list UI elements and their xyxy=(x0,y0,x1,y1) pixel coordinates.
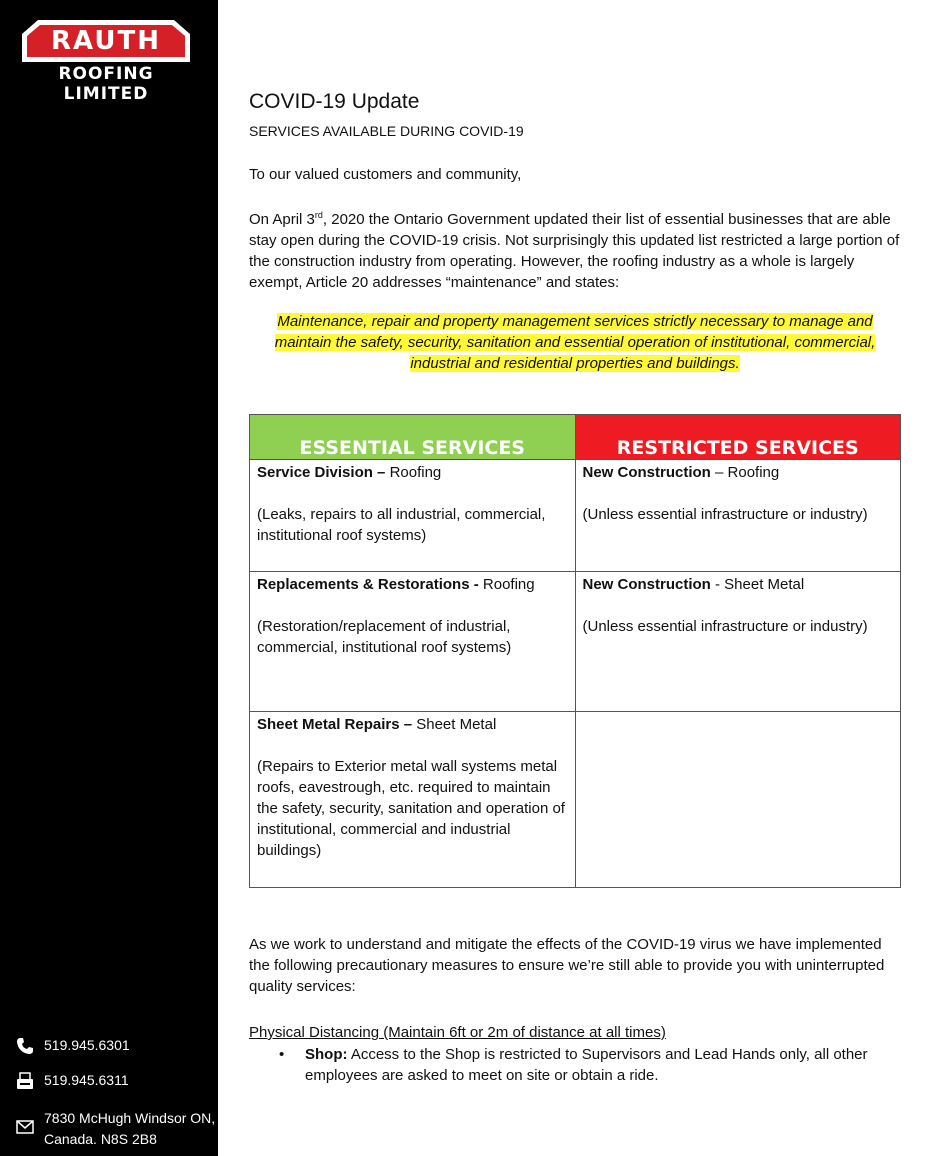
address-line-2: Canada. N8S 2B8 xyxy=(44,1131,157,1147)
service-description: (Unless essential infrastructure or industry) xyxy=(582,506,868,523)
address xyxy=(44,1108,215,1150)
service-name: Service Division – xyxy=(257,464,386,481)
bullet-label: Shop: xyxy=(305,1046,348,1063)
physical-distancing-section xyxy=(249,1022,901,1086)
bullet-icon: • xyxy=(279,1046,285,1063)
page-title: COVID-19 Update xyxy=(249,90,420,113)
essential-cell xyxy=(250,460,576,572)
service-name: New Construction xyxy=(582,576,711,593)
service-category: Roofing xyxy=(385,464,442,481)
service-description: (Restoration/replacement of industrial, commercial, institutional roof systems) xyxy=(257,618,512,656)
service-category: Sheet Metal xyxy=(412,716,497,733)
essential-cell xyxy=(250,572,576,712)
phone-number[interactable]: 519.945.6301 xyxy=(44,1037,130,1053)
service-category: Roofing xyxy=(478,576,535,593)
service-description: (Leaks, repairs to all industrial, commercial, institutional roof systems) xyxy=(257,506,546,544)
table-row xyxy=(250,712,901,888)
restricted-cell-empty xyxy=(575,712,901,888)
bullet-text: Access to the Shop is restricted to Supervisors and Lead Hands only, all other employees are asked to meet on site or obtain a ride. xyxy=(305,1046,868,1084)
service-category: - Sheet Metal xyxy=(710,576,805,593)
mail-icon xyxy=(16,1118,34,1136)
greeting: To our valued customers and community, xyxy=(249,166,522,183)
sidebar xyxy=(0,0,218,1156)
article-quote xyxy=(249,311,901,374)
logo-wordmark: RAUTH xyxy=(51,26,161,56)
list-item xyxy=(249,1044,901,1086)
page-subtitle: SERVICES AVAILABLE DURING COVID-19 xyxy=(249,123,524,139)
phone-icon xyxy=(16,1037,34,1055)
intro-superscript: rd xyxy=(314,210,323,220)
table-row xyxy=(250,460,901,572)
intro-text-rest: , 2020 the Ontario Government updated their list of essential businesses that are able stay open during the COVID-19 crisis. Not surprisingly this updated list restricted a large portion of the construction industry from operating. However, the roofing industry as a whole is largely exempt, Article 20 addresses “maintenance” and states: xyxy=(249,211,900,291)
precautions-intro: As we work to understand and mitigate the effects of the COVID-19 virus we have implemented the following precautionary measures to ensure we’re still able to provide you with uninterrupted quality services: xyxy=(249,936,885,995)
highlighted-quote: Maintenance, repair and property management services strictly necessary to manage and maintain the safety, security, sanitation and essential operation of institutional, commercial, industrial and residential properties and buildings. xyxy=(274,313,876,372)
restricted-cell xyxy=(575,572,901,712)
document-body xyxy=(249,88,901,374)
service-description: (Repairs to Exterior metal wall systems metal roofs, eavestrough, etc. required to maintain the safety, security, sanitation and operation of institutional, commercial and industrial buildings) xyxy=(257,758,565,859)
table-row xyxy=(250,572,901,712)
service-name: Replacements & Restorations - xyxy=(257,576,479,593)
service-name: New Construction xyxy=(582,464,711,481)
intro-text-start: On April 3 xyxy=(249,211,315,228)
services-table xyxy=(249,414,901,888)
address-line-1: 7830 McHugh Windsor ON, xyxy=(44,1110,216,1126)
logo-subtitle: ROOFING LIMITED xyxy=(58,64,154,104)
fax-icon xyxy=(16,1072,34,1090)
restricted-cell xyxy=(575,460,901,572)
intro-paragraph xyxy=(249,205,901,293)
service-description: (Unless essential infrastructure or industry) xyxy=(582,618,868,635)
service-category: – Roofing xyxy=(710,464,780,481)
essential-cell xyxy=(250,712,576,888)
fax-number[interactable]: 519.945.6311 xyxy=(44,1072,129,1088)
restricted-services-header: RESTRICTED SERVICES xyxy=(575,415,901,460)
service-name: Sheet Metal Repairs – xyxy=(257,716,413,733)
essential-services-header: ESSENTIAL SERVICES xyxy=(250,415,576,460)
section-heading: Physical Distancing (Maintain 6ft or 2m of distance at all times) xyxy=(249,1024,666,1041)
table-header-row xyxy=(250,415,901,460)
